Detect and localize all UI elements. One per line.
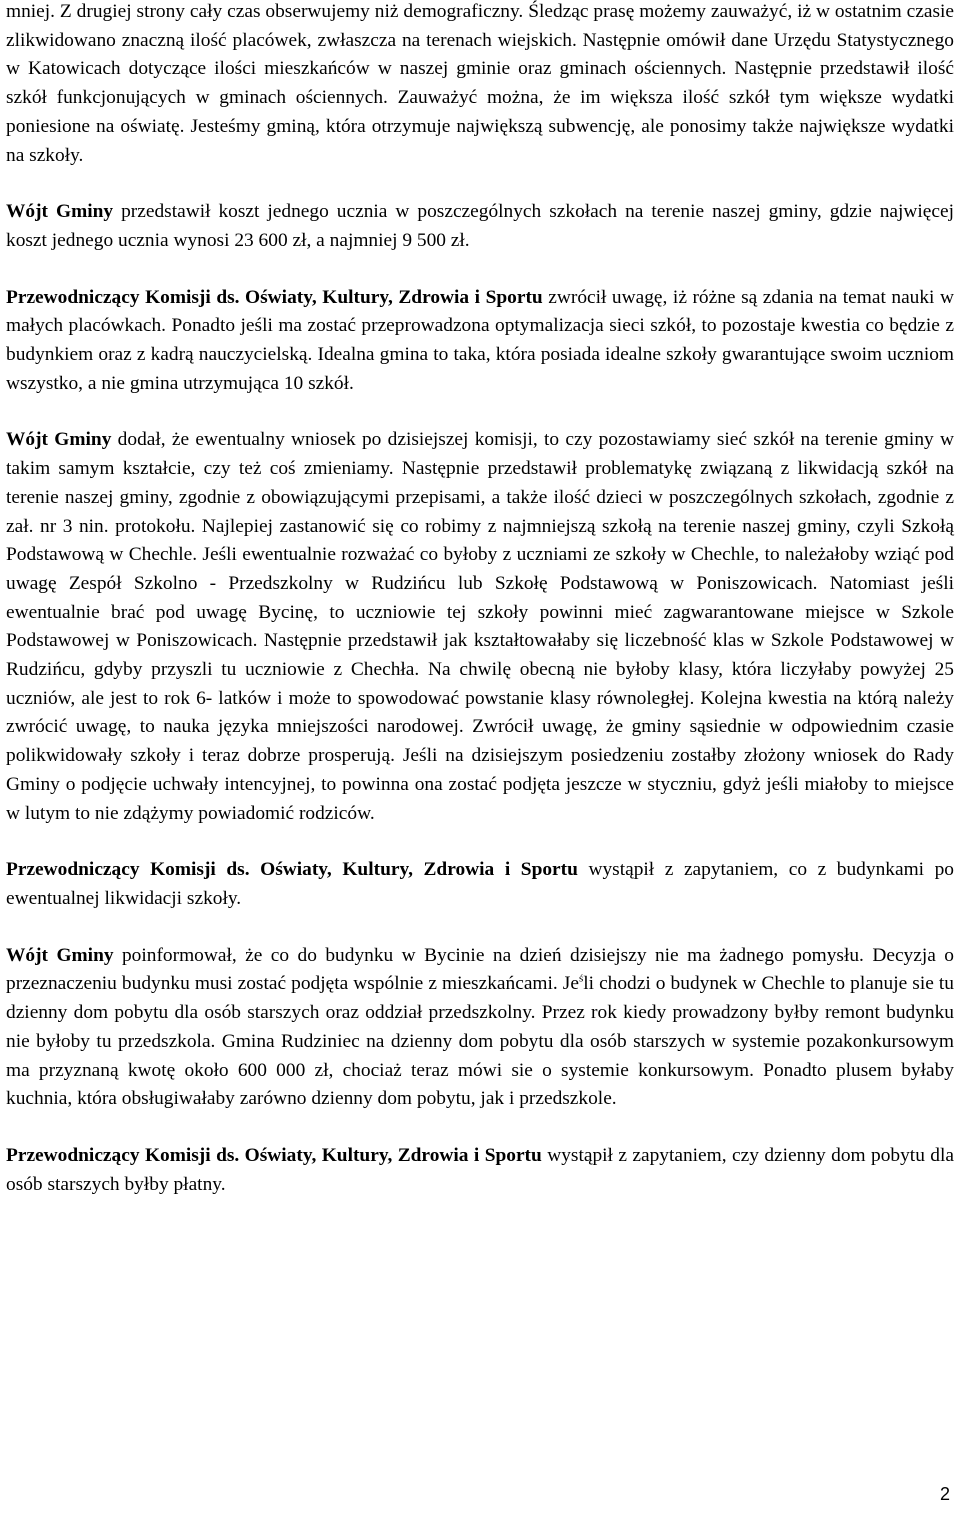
paragraph-wojt-proposal (6, 426, 954, 828)
speaker-name: Przewodniczący Komisji ds. Oświaty, Kultury, Zdrowia i Sportu (6, 1144, 542, 1166)
paragraph-chairman-remark (6, 284, 954, 399)
paragraph-intro (6, 0, 954, 170)
paragraph-text: mniej. Z drugiej strony cały czas obserwujemy niż demograficzny. Śledząc prasę możemy zauważyć, iż w ostatnim czasie zlikwidowano znaczną ilość placówek, zwłaszcza na terenach wiejskich. Następnie omówił dane Urzędu Statystycznego w Katowicach dotyczące ilości mieszkańców w naszej gminie oraz gminach ościennych. Następnie przedstawił ilość szkół funkcjonujących w gminach ościennych. Zauważyć można, że im większa ilość szkół tym większe wydatki poniesione na oświatę. Jesteśmy gminą, która otrzymuje największą subwencję, ale ponosimy także największe wydatki na szkoły. (6, 1, 954, 166)
paragraph-wojt-buildings (6, 942, 954, 1114)
paragraph-chairman-question-fee (6, 1142, 954, 1199)
paragraph-text: przedstawił koszt jednego ucznia w poszczególnych szkołach na terenie naszej gminy, gdzie najwięcej koszt jednego ucznia wynosi 23 600 zł, a najmniej 9 500 zł. (6, 201, 954, 251)
paragraph-text-continued: li chodzi o budynek w Chechle to planuje sie tu dzienny dom pobytu dla osób starszych oraz oddział przedszkolny. Przez rok kiedy prowadzony byłby remont budynku nie byłoby tu przedszkola. Gmina Rudziniec na dzienny dom pobytu dla osób starszych w systemie pozakonkursowym ma przyznaną kwotę około 600 000 zł, chociaż teraz mówi sie o systemie konkursowym. Ponadto plusem byłaby kuchnia, która obsługiwałaby zarówno dzienny dom pobytu, jak i przedszkole. (6, 973, 954, 1110)
document-page (6, 0, 954, 1227)
paragraph-text: poinformował, że co do budynku w Bycinie na dzień dzisiejszy nie ma żadnego pomysłu. Decyzja o przeznaczeniu budynku musi zostać podjęta wspólnie z mieszkańcami. Je (6, 944, 954, 995)
speaker-name: Wójt Gminy (6, 201, 114, 223)
superscript-mark: ś (578, 972, 584, 985)
paragraph-text: wystąpił z zapytaniem, co z budynkami po ewentualnej likwidacji szkoły. (6, 859, 954, 909)
speaker-name: Wójt Gminy (6, 429, 112, 451)
paragraph-text: wystąpił z zapytaniem, czy dzienny dom pobytu dla osób starszych byłby płatny. (6, 1144, 954, 1195)
page-number: 2 (939, 1484, 950, 1504)
speaker-name: Wójt Gminy (6, 944, 114, 966)
speaker-name: Przewodniczący Komisji ds. Oświaty, Kultury, Zdrowia i Sportu (6, 286, 543, 308)
paragraph-text: zwrócił uwagę, iż różne są zdania na temat nauki w małych placówkach. Ponadto jeśli ma zostać przeprowadzona optymalizacja sieci szkół, to pozostaje kwestia co będzie z budynkiem oraz z kadrą nauczycielską. Idealna gmina to taka, która posiada idealne szkoły gwarantujące swoim uczniom wszystko, a nie gmina utrzymująca 10 szkół. (6, 286, 954, 394)
paragraph-chairman-question-buildings (6, 856, 954, 913)
speaker-name: Przewodniczący Komisji ds. Oświaty, Kultury, Zdrowia i Sportu (6, 859, 578, 881)
paragraph-wojt-cost (6, 198, 954, 255)
paragraph-text: dodał, że ewentualny wniosek po dzisiejszej komisji, to czy pozostawiamy sieć szkół na terenie gminy w takim samym kształcie, czy też coś zmieniamy. Następnie przedstawił problematykę związaną z likwidacją szkół na terenie naszej gminy, zgodnie z obowiązującymi przepisami, a także ilość dzieci w poszczególnych szkołach, zgodnie z zał. nr 3 nin. protokołu. Najlepiej zastanowić się co robimy z najmniejszą szkołą na terenie naszej gminy, czyli Szkołą Podstawową w Chechle. Jeśli ewentualnie rozważać co byłoby z uczniami ze szkoły w Chechle, to należałoby wziąć pod uwagę Zespół Szkolno - Przedszkolny w Rudzińcu lub Szkołę Podstawową w Poniszowicach. Natomiast jeśli ewentualnie brać pod uwagę Bycinę, to uczniowie tej szkoły powinni mieć zagwarantowane miejsce w Szkole Podstawowej w Poniszowicach. Następnie przedstawił jak kształtowałaby się liczebność klas w Szkole Podstawowej w Rudzińcu, gdyby przyszli tu uczniowie z Chechła. Na chwilę obecną nie byłoby klasy, która liczyłaby powyżej 25 uczniów, ale jest to rok 6- latków i może to spowodować powstanie klasy równoległej. Kolejna kwestia na którą należy zwrócić uwagę, to nauka języka mniejszości narodowej. Zwrócił uwagę, że gminy sąsiednie w odpowiednim czasie polikwidowały szkoły i teraz dobrze prosperują. Jeśli na dzisiejszym posiedzeniu zostałby złożony wniosek do Rady Gminy o podjęcie uchwały intencyjnej, to powinna ona zostać podjęta jeszcze w styczniu, gdyż jeśli miałoby to miejsce w lutym to nie zdążymy powiadomić rodziców. (6, 429, 954, 824)
